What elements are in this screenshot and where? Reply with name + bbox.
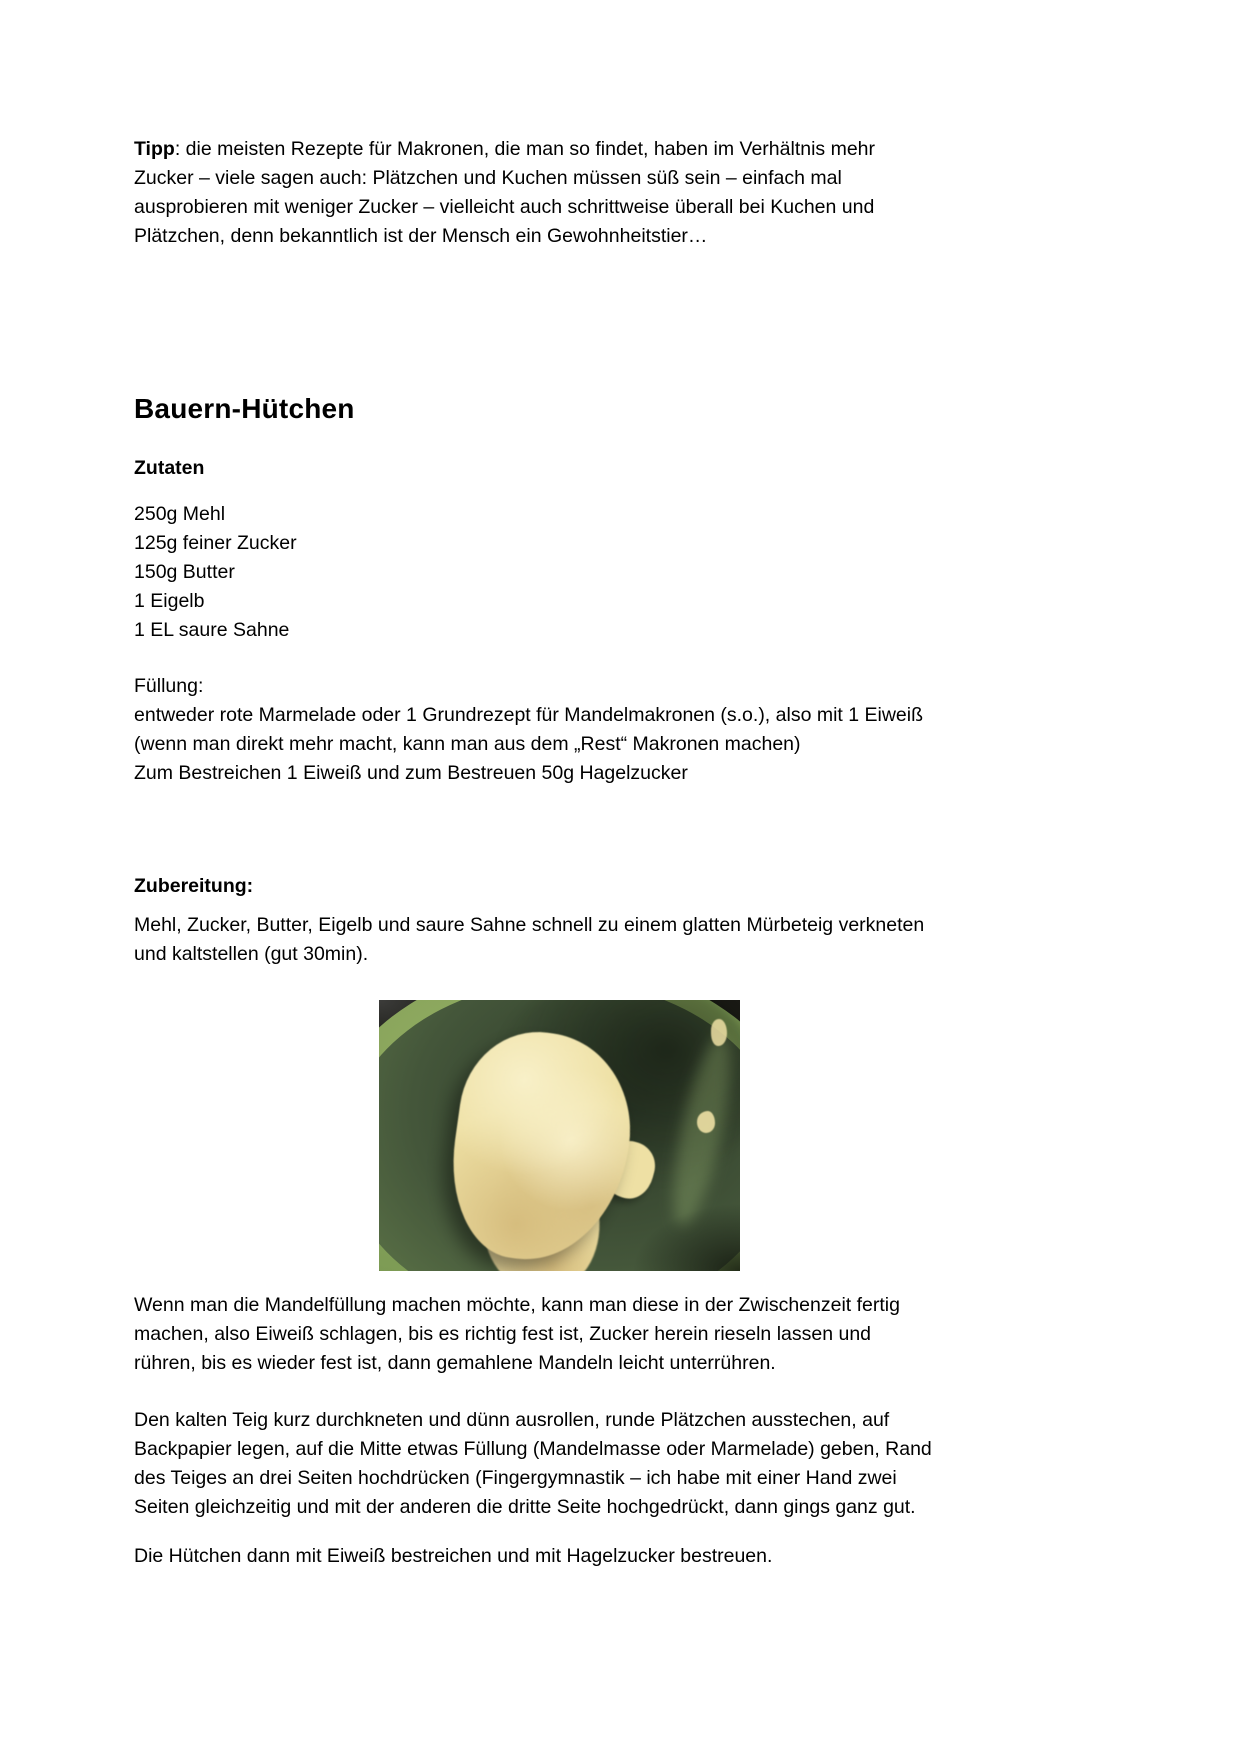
- ingredients-heading: Zutaten: [134, 457, 205, 479]
- tip-paragraph: [134, 135, 1106, 251]
- filling-paragraph: Füllung: entweder rote Marmelade oder 1 Grundrezept für Mandelmakronen (s.o.), also mit 1 Eiweiß (wenn man direkt mehr macht, kann man aus dem „Rest“ Makronen machen) Zum Bestreichen 1 Eiweiß und zum Bestreuen 50g Hagelzucker: [134, 675, 924, 784]
- step-shape-paragraph: Den kalten Teig kurz durchkneten und dünn ausrollen, runde Plätzchen ausstechen, auf Backpapier legen, auf die Mitte etwas Füllung (Mandelmasse oder Marmelade) geben, Rand des Teiges an drei Seiten hochdrücken (Fingergymnastik – ich habe mit einer Hand zwei Seiten gleichzeitig und mit der anderen die dritte Seite hochgedrückt, dann gings ganz gut.: [134, 1409, 932, 1518]
- recipe-title: Bauern-Hütchen: [134, 393, 355, 424]
- recipe-photo-block: [379, 1000, 1106, 1271]
- preparation-heading: Zubereitung:: [134, 875, 254, 897]
- photo-dough-speck-right: [697, 1111, 715, 1133]
- photo-corner-shadow: [632, 1203, 740, 1271]
- ingredients-list: 250g Mehl 125g feiner Zucker 150g Butter 1 Eigelb 1 EL saure Sahne: [134, 503, 297, 641]
- tip-text: : die meisten Rezepte für Makronen, die man so findet, haben im Verhältnis mehr Zucker – viele sagen auch: Plätzchen und Kuchen müssen süß sein – einfach mal ausprobieren mit weniger Zucker – vielleicht auch schrittweise überall bei Kuchen und Plätzchen, denn bekanntlich ist der Mensch ein Gewohnheitstier…: [134, 138, 876, 247]
- tip-label: Tipp: [134, 138, 175, 160]
- step-knead-paragraph: Mehl, Zucker, Butter, Eigelb und saure Sahne schnell zu einem glatten Mürbeteig verkneten und kaltstellen (gut 30min).: [134, 914, 925, 965]
- recipe-photo: [379, 1000, 740, 1271]
- step-brush-paragraph: Die Hütchen dann mit Eiweiß bestreichen und mit Hagelzucker bestreuen.: [134, 1545, 773, 1567]
- step-almond-filling-paragraph: Wenn man die Mandelfüllung machen möchte, kann man diese in der Zwischenzeit fertig machen, also Eiweiß schlagen, bis es richtig fest ist, Zucker herein rieseln lassen und rühren, bis es wieder fest ist, dann gemahlene Mandeln leicht unterrühren.: [134, 1294, 900, 1374]
